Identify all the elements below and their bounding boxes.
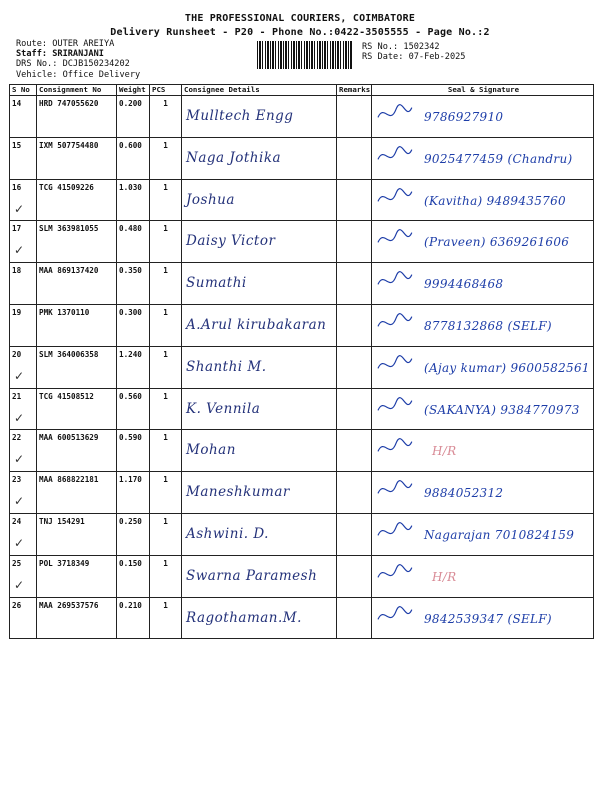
- consignee-handwriting: Shanthi M.: [186, 358, 267, 375]
- consignment-no-cell: TCG 41509226: [37, 179, 117, 221]
- remarks-cell: [337, 430, 372, 472]
- check-mark: ✓: [14, 243, 25, 258]
- pcs-cell: 1: [150, 137, 182, 179]
- col-pcs-header: PCS: [150, 85, 182, 96]
- remarks-cell: [337, 597, 372, 639]
- remarks-cell: [337, 179, 372, 221]
- barcode-image: [257, 41, 352, 69]
- signature-scribble: [372, 556, 593, 597]
- pcs-cell: 1: [150, 597, 182, 639]
- sno-cell: [10, 179, 37, 221]
- consignee-cell: [182, 472, 337, 514]
- signature-cell: [372, 221, 594, 263]
- sno-value: 17: [12, 224, 22, 234]
- weight-cell: 0.480: [117, 221, 150, 263]
- signature-cell: [372, 96, 594, 138]
- sno-value: 16: [12, 182, 22, 192]
- pcs-cell: 1: [150, 346, 182, 388]
- consignment-no-cell: MAA 269537576: [37, 597, 117, 639]
- table-row: [10, 513, 594, 555]
- signature-cell: [372, 472, 594, 514]
- sno-value: 19: [12, 307, 22, 317]
- weight-cell: 1.170: [117, 472, 150, 514]
- signature-cell: [372, 137, 594, 179]
- table-row: [10, 221, 594, 263]
- pcs-cell: 1: [150, 96, 182, 138]
- weight-cell: 0.250: [117, 513, 150, 555]
- sno-value: 26: [12, 600, 22, 610]
- consignee-handwriting: K. Vennila: [186, 400, 261, 417]
- sno-cell: [10, 263, 37, 305]
- weight-cell: 0.150: [117, 555, 150, 597]
- consignment-no-cell: TNJ 154291: [37, 513, 117, 555]
- route-label: Route: OUTER AREIYA: [16, 39, 115, 49]
- weight-cell: 1.030: [117, 179, 150, 221]
- signature-handwriting: Nagarajan 7010824159: [424, 527, 575, 542]
- sno-value: 24: [12, 516, 22, 526]
- consignee-handwriting: Mulltech Engg: [186, 108, 294, 124]
- weight-cell: 0.590: [117, 430, 150, 472]
- remarks-cell: [337, 388, 372, 430]
- consignee-cell: [182, 221, 337, 263]
- table-row: [10, 346, 594, 388]
- sno-cell: [10, 221, 37, 263]
- weight-cell: 0.350: [117, 263, 150, 305]
- signature-handwriting: 8778132868 (SELF): [424, 318, 552, 333]
- remarks-cell: [337, 96, 372, 138]
- signature-handwriting: 9786927910: [424, 110, 504, 124]
- signature-handwriting: 9025477459 (Chandru): [424, 151, 573, 166]
- table-row: [10, 388, 594, 430]
- runsheet-subtitle: Delivery Runsheet - P20 - Phone No.:0422-3505555 - Page No.:2: [110, 27, 490, 38]
- pcs-cell: 1: [150, 304, 182, 346]
- consignee-handwriting: Ragothaman.M.: [186, 609, 302, 626]
- rs-date-label: RS Date: 07-Feb-2025: [362, 52, 466, 63]
- pcs-cell: 1: [150, 179, 182, 221]
- sno-cell: [10, 304, 37, 346]
- consignee-handwriting: Ashwini. D.: [186, 525, 269, 542]
- col-remarks-header: Remarks: [337, 85, 372, 96]
- consignment-no-cell: TCG 41508512: [37, 388, 117, 430]
- pcs-cell: 1: [150, 221, 182, 263]
- table-header-row: [10, 85, 594, 96]
- weight-cell: 0.600: [117, 137, 150, 179]
- consignment-no-cell: PMK 1370110: [37, 304, 117, 346]
- consignee-cell: [182, 137, 337, 179]
- sno-value: 14: [12, 99, 22, 108]
- signature-scribble: [372, 430, 593, 471]
- signature-handwriting: 9884052312: [424, 486, 504, 501]
- table-row: [10, 472, 594, 514]
- signature-handwriting: (Ajay kumar) 9600582561: [424, 360, 590, 375]
- company-title: THE PROFESSIONAL COURIERS, COIMBATORE: [184, 13, 416, 24]
- signature-cell: [372, 388, 594, 430]
- consignment-no-cell: IXM 507754480: [37, 137, 117, 179]
- consignee-handwriting: Mohan: [186, 442, 236, 459]
- check-mark: ✓: [14, 452, 25, 467]
- sno-value: 15: [12, 140, 22, 150]
- meta-left: [16, 39, 140, 80]
- consignee-cell: [182, 597, 337, 639]
- check-mark: ✓: [14, 201, 25, 216]
- sno-value: 18: [12, 266, 22, 276]
- consignee-cell: [182, 513, 337, 555]
- sno-cell: [10, 472, 37, 514]
- signature-cell: [372, 346, 594, 388]
- signature-cell: [372, 597, 594, 639]
- signature-cell: [372, 555, 594, 597]
- pcs-cell: 1: [150, 388, 182, 430]
- signature-cell: [372, 304, 594, 346]
- consignee-handwriting: Joshua: [186, 191, 235, 208]
- check-mark: ✓: [14, 368, 25, 383]
- signature-cell: [372, 513, 594, 555]
- consignee-cell: [182, 263, 337, 305]
- col-consignment-header: Consignment No: [37, 85, 117, 96]
- pcs-cell: 1: [150, 263, 182, 305]
- check-mark: ✓: [14, 410, 25, 425]
- sno-value: 21: [12, 391, 22, 401]
- pcs-cell: 1: [150, 555, 182, 597]
- check-mark: ✓: [14, 577, 25, 592]
- consignee-cell: [182, 388, 337, 430]
- consignee-handwriting: Daisy Victor: [186, 233, 276, 250]
- consignment-no-cell: SLM 364006358: [37, 346, 117, 388]
- weight-cell: 0.210: [117, 597, 150, 639]
- consignee-cell: [182, 430, 337, 472]
- consignee-cell: [182, 96, 337, 138]
- check-mark: ✓: [14, 535, 25, 550]
- signature-handwriting: 9994468468: [424, 277, 504, 292]
- weight-cell: 0.200: [117, 96, 150, 138]
- table-row: [10, 430, 594, 472]
- sno-cell: [10, 513, 37, 555]
- sno-cell: [10, 346, 37, 388]
- sno-cell: [10, 597, 37, 639]
- sno-cell: [10, 388, 37, 430]
- sno-value: 23: [12, 475, 22, 485]
- signature-cell: [372, 430, 594, 472]
- table-row: [10, 137, 594, 179]
- consignment-no-cell: POL 3718349: [37, 555, 117, 597]
- signature-cell: [372, 263, 594, 305]
- table-row: [10, 179, 594, 221]
- signature-handwriting: (Praveen) 6369261606: [424, 235, 570, 250]
- signature-cell: [372, 179, 594, 221]
- col-consignee-header: Consignee Details: [182, 85, 337, 96]
- staff-label: Staff: SRIRANJANI: [16, 49, 104, 60]
- sno-cell: [10, 430, 37, 472]
- remarks-cell: [337, 263, 372, 305]
- remarks-cell: [337, 221, 372, 263]
- pcs-cell: 1: [150, 472, 182, 514]
- consignee-handwriting: Maneshkumar: [186, 484, 290, 501]
- remarks-cell: [337, 472, 372, 514]
- sno-value: 25: [12, 558, 22, 568]
- signature-handwriting: 9842539347 (SELF): [424, 611, 552, 626]
- consignee-handwriting: Swarna Paramesh: [186, 567, 318, 584]
- consignee-cell: [182, 346, 337, 388]
- signature-handwriting: H/R: [432, 444, 457, 459]
- consignee-cell: [182, 555, 337, 597]
- runsheet-table: [9, 84, 594, 639]
- col-sno-header: S No: [10, 85, 37, 96]
- rs-no-label: RS No.: 1502342: [362, 42, 440, 52]
- table-row: [10, 555, 594, 597]
- sno-cell: [10, 96, 37, 138]
- consignee-handwriting: Sumathi: [186, 275, 247, 292]
- consignment-no-cell: MAA 600513629: [37, 430, 117, 472]
- vehicle-label: Vehicle: Office Delivery: [16, 69, 141, 80]
- consignment-no-cell: SLM 363981055: [37, 221, 117, 263]
- signature-handwriting: (Kavitha) 9489435760: [424, 193, 566, 208]
- signature-handwriting: (SAKANYA) 9384770973: [424, 402, 580, 417]
- sno-value: 20: [12, 349, 22, 359]
- consignment-no-cell: MAA 869137420: [37, 263, 117, 305]
- sno-cell: [10, 555, 37, 597]
- remarks-cell: [337, 304, 372, 346]
- weight-cell: 0.560: [117, 388, 150, 430]
- sno-value: 22: [12, 433, 22, 443]
- consignment-no-cell: HRD 747055620: [37, 96, 117, 138]
- table-row: [10, 597, 594, 639]
- table-row: [10, 304, 594, 346]
- pcs-cell: 1: [150, 513, 182, 555]
- sno-cell: [10, 137, 37, 179]
- table-row: [10, 96, 594, 138]
- pcs-cell: 1: [150, 430, 182, 472]
- drs-label: DRS No.: DCJB150234202: [16, 59, 130, 70]
- consignment-no-cell: MAA 868822181: [37, 472, 117, 514]
- remarks-cell: [337, 346, 372, 388]
- remarks-cell: [337, 137, 372, 179]
- weight-cell: 0.300: [117, 304, 150, 346]
- col-signature-header: Seal & Signature: [372, 85, 594, 96]
- remarks-cell: [337, 555, 372, 597]
- consignee-cell: [182, 304, 337, 346]
- consignee-cell: [182, 179, 337, 221]
- consignee-handwriting: Naga Jothika: [186, 149, 282, 166]
- consignee-handwriting: A.Arul kirubakaran: [186, 316, 327, 333]
- meta-right: [362, 42, 465, 62]
- signature-handwriting: H/R: [432, 569, 457, 584]
- remarks-cell: [337, 513, 372, 555]
- weight-cell: 1.240: [117, 346, 150, 388]
- table-row: [10, 263, 594, 305]
- check-mark: ✓: [14, 494, 25, 509]
- col-weight-header: Weight: [117, 85, 150, 96]
